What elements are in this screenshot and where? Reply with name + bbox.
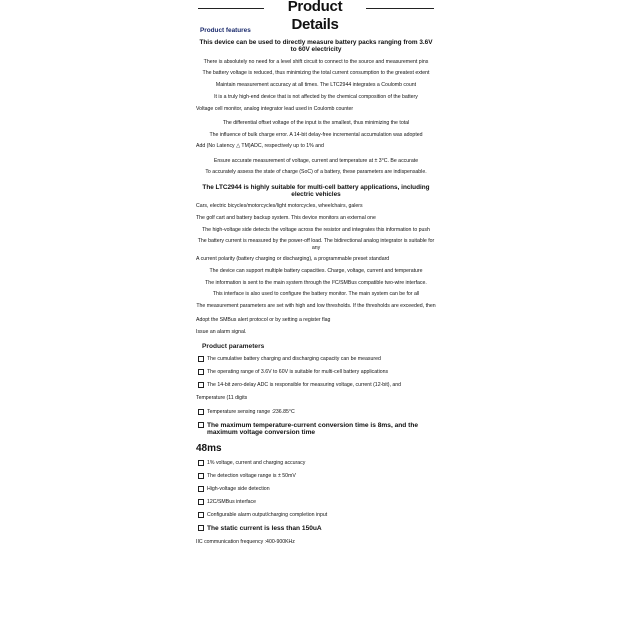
parameter-text: Temperature sensing range :236.85°C: [207, 409, 295, 416]
parameters-title: Product parameters: [202, 343, 265, 351]
feature-text: The differential offset voltage of the input is the smallest, thus minimizing the total: [222, 119, 410, 126]
checkbox-icon: [198, 512, 204, 518]
feature-text: This interface is also used to configure the battery monitor. The main system can be for all: [212, 291, 420, 298]
parameter-item: [198, 486, 436, 492]
feature-text: The LTC2944 is highly suitable for multi-cell battery applications, including electric vehicles: [202, 183, 430, 198]
parameter-item: [198, 382, 436, 388]
parameter-item: [198, 409, 436, 415]
feature-text: The influence of bulk charge error. A 14-bit delay-free incremental accumulation was adopted: [209, 131, 423, 138]
parameter-text: The 14-bit zero-delay ADC is responsible for measuring voltage, current (12-bit), and: [207, 382, 402, 389]
checkbox-icon: [198, 486, 204, 492]
parameter-text: The cumulative battery charging and discharging capacity can be measured: [207, 356, 381, 363]
parameter-item: [198, 356, 436, 362]
feature-text: This device can be used to directly measure battery packs ranging from 3.6V to 60V electricity: [199, 39, 433, 54]
feature-text: Maintain measurement accuracy at all times. The LTC2944 integrates a Coulomb count: [215, 82, 417, 89]
checkbox-icon: [198, 409, 204, 415]
parameter-text: 1% voltage, current and charging accuracy: [207, 460, 306, 467]
checkbox-icon: [198, 473, 204, 479]
parameter-item: [198, 369, 436, 375]
parameter-text: IIC communication frequency :400-900KHz: [196, 539, 295, 546]
feature-text: Add (No Latency △ TM)ADC, respectively up to 1% and: [196, 143, 324, 150]
checkbox-icon: [198, 499, 204, 505]
feature-text: The battery voltage is reduced, thus minimizing the total current consumption to the greatest extent: [202, 70, 430, 77]
parameter-text: The detection voltage range is ± 50mV: [207, 473, 296, 480]
parameter-text: The static current is less than 150uA: [207, 525, 322, 533]
parameter-text: Temperature (11 digits: [196, 395, 248, 402]
parameter-item: [198, 525, 436, 532]
parameter-item: [198, 460, 436, 466]
parameter-text: High-voltage side detection: [207, 486, 270, 493]
checkbox-icon: [198, 382, 204, 388]
header-rule-right: [366, 8, 434, 9]
feature-text: Adopt the SMBus alert protocol or by setting a register flag: [196, 317, 331, 324]
feature-text: Voltage cell monitor, analog integrator lead used in Coulomb counter: [196, 105, 354, 112]
checkbox-icon: [198, 460, 204, 466]
parameter-text: Configurable alarm output/charging completion input: [207, 512, 328, 519]
feature-text: The battery current is measured by the power-off load. The bidirectional analog integrator is suitable for any: [197, 238, 435, 251]
feature-text: The measurement parameters are set with high and low thresholds. If the thresholds are exceeded, then: [196, 303, 436, 310]
feature-text: The device can support multiple battery capacities. Charge, voltage, current and temperature: [209, 268, 423, 275]
feature-text: To accurately assess the state of charge (SoC) of a battery, these parameters are indispensable.: [205, 169, 427, 176]
feature-text: Ensure accurate measurement of voltage, current and temperature at ± 3°C. Be accurate: [213, 157, 419, 164]
header-rule-left: [198, 8, 264, 9]
feature-text: The high-voltage side detects the voltage across the resistor and integrates this information to push: [202, 226, 430, 233]
parameter-text: The maximum temperature-current conversion time is 8ms, and the maximum voltage conversion time: [207, 422, 419, 437]
page-title: Product Details: [287, 0, 343, 33]
parameter-text-large: 48ms: [196, 443, 222, 455]
feature-text: There is absolutely no need for a level shift circuit to connect to the source and measurement pins: [203, 58, 429, 65]
checkbox-icon: [198, 525, 204, 531]
product-details-content: [196, 27, 436, 553]
parameter-item: [198, 473, 436, 479]
checkbox-icon: [198, 356, 204, 362]
feature-text: The golf cart and battery backup system. This device monitors an external one: [196, 214, 376, 221]
feature-text: The information is sent to the main system through the I²C/SMBus compatible two-wire interface.: [205, 279, 427, 286]
parameter-item: [198, 512, 436, 518]
parameter-text: 12C/SMBus interface: [207, 499, 257, 506]
parameter-text: The operating range of 3.6V to 60V is suitable for multi-cell battery applications: [207, 369, 389, 376]
feature-text: It is a truly high-end device that is not affected by the chemical composition of the battery: [214, 93, 418, 100]
feature-text: Issue an alarm signal.: [196, 329, 247, 336]
feature-text: Cars, electric bicycles/motorcycles/light motorcycles, wheelchairs, galers: [196, 203, 363, 210]
checkbox-icon: [198, 422, 204, 428]
feature-text: A current polarity (battery charging or discharging), a programmable preset standard: [196, 256, 390, 263]
parameter-item: [198, 422, 436, 436]
features-title: Product features: [200, 27, 251, 34]
checkbox-icon: [198, 369, 204, 375]
parameter-item: [198, 499, 436, 505]
